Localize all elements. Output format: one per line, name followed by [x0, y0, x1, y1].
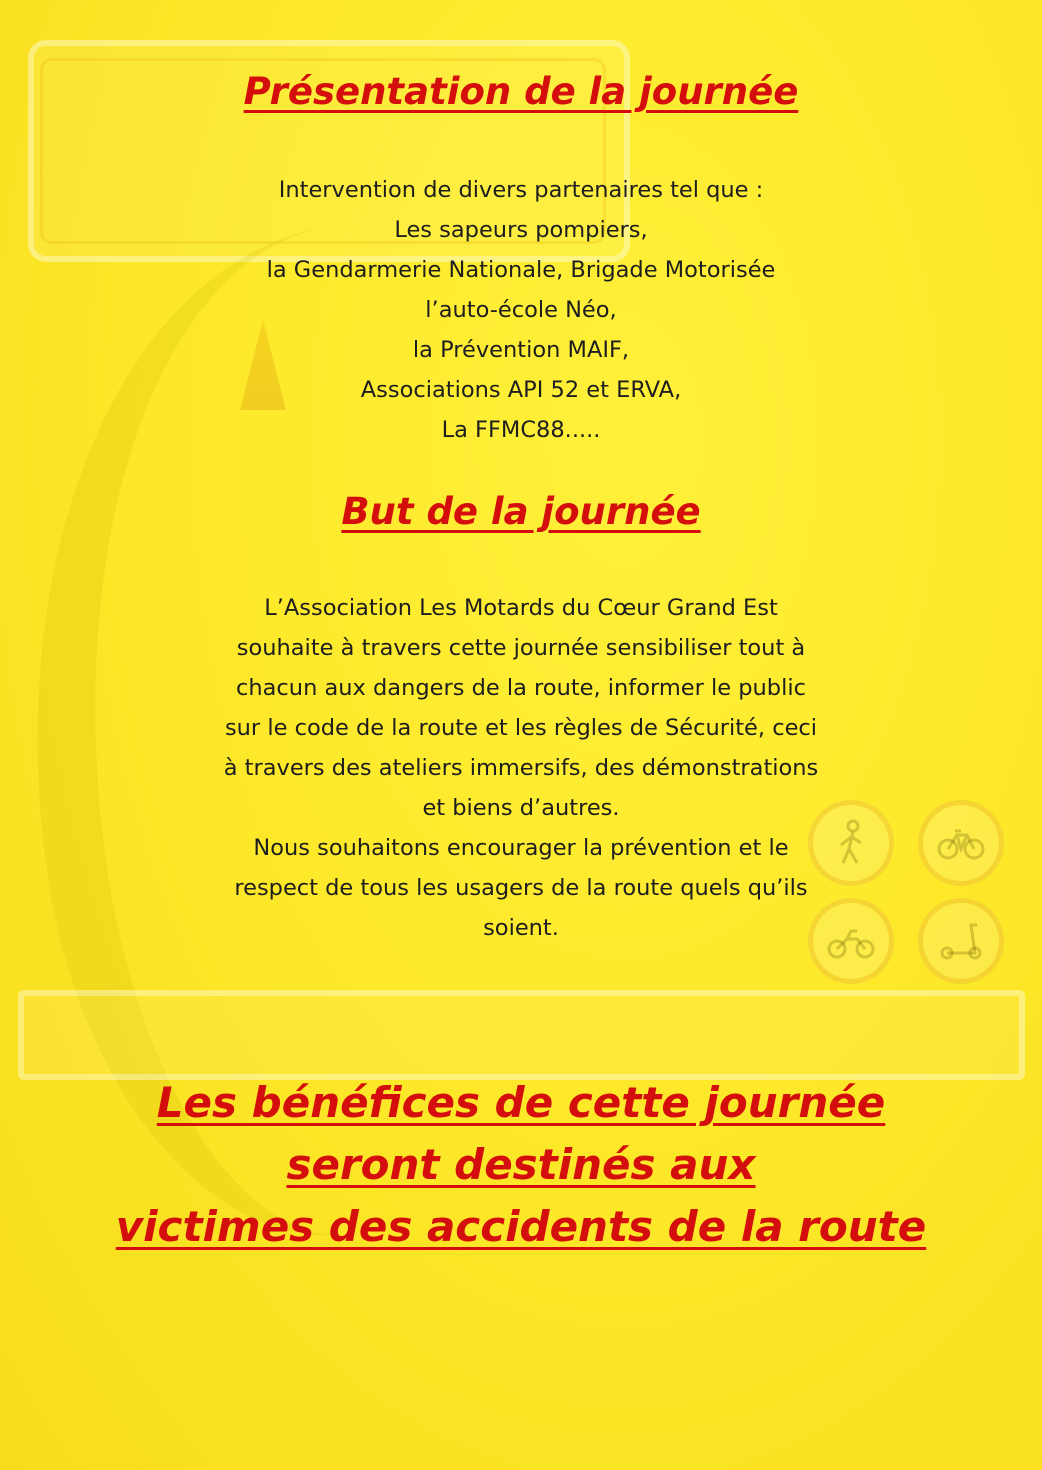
goal-line: soient.	[483, 915, 559, 941]
goal-line: respect de tous les usagers de la route quels qu’ils	[234, 875, 808, 901]
partners-line: l’auto-école Néo,	[425, 297, 617, 323]
goal-paragraph	[0, 588, 1042, 948]
goal-line: sur le code de la route et les règles de Sécurité, ceci	[224, 715, 818, 741]
partners-line: La FFMC88.....	[441, 417, 601, 443]
partners-list	[0, 170, 1042, 450]
partners-line: Les sapeurs pompiers,	[394, 217, 648, 243]
partners-line: Intervention de divers partenaires tel que :	[278, 177, 764, 203]
goal-line: Nous souhaitons encourager la prévention et le	[253, 835, 789, 861]
partners-line: la Gendarmerie Nationale, Brigade Motorisée	[266, 257, 776, 283]
goal-line: souhaite à travers cette journée sensibiliser tout à	[236, 635, 806, 661]
goal-title: But de la journée	[341, 490, 701, 533]
benefits-line: seront destinés aux	[286, 1140, 756, 1189]
goal-line: L’Association Les Motards du Cœur Grand Est	[264, 595, 778, 621]
benefits-line: victimes des accidents de la route	[115, 1202, 927, 1251]
background-banner-frame	[18, 990, 1025, 1080]
partners-line: la Prévention MAIF,	[412, 337, 630, 363]
goal-line: à travers des ateliers immersifs, des démonstrations	[223, 755, 819, 781]
benefits-line: Les bénéfices de cette journée	[156, 1078, 886, 1127]
partners-line: Associations API 52 et ERVA,	[360, 377, 682, 403]
goal-line: et biens d’autres.	[422, 795, 620, 821]
benefits-heading	[0, 1072, 1042, 1258]
presentation-title: Présentation de la journée	[243, 70, 799, 113]
goal-line: chacun aux dangers de la route, informer le public	[236, 675, 806, 701]
